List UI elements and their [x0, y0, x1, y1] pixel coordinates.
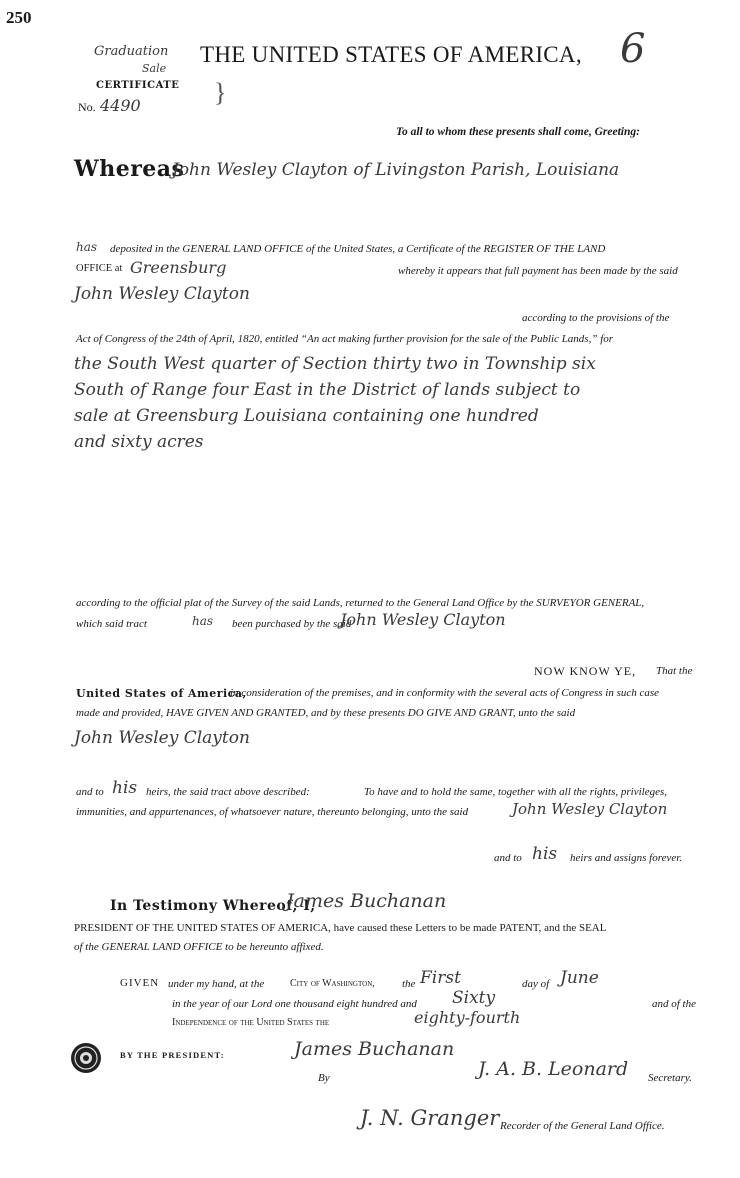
page-number: 250	[6, 8, 32, 27]
month-handwritten: June	[560, 968, 599, 988]
grantee-name-2: John Wesley Clayton	[340, 610, 506, 629]
paragraph1-line3: according to the provisions of the	[522, 312, 670, 324]
given-label: GIVEN	[120, 977, 160, 989]
independence-year-handwritten: eighty-fourth	[414, 1008, 521, 1027]
survey-line2-a: which said tract	[76, 618, 147, 630]
grantee-name-1: John Wesley Clayton	[74, 284, 250, 304]
margin-mark: 6	[620, 26, 646, 72]
grantee-name-3: John Wesley Clayton	[74, 728, 250, 748]
paragraph1-line1: deposited in the GENERAL LAND OFFICE of the United States, a Certificate of the REGISTER OF THE LAND	[110, 243, 606, 255]
heirs-text: heirs, the said tract above described:	[146, 786, 310, 798]
handwritten-sale: Sale	[142, 62, 167, 75]
year-handwritten: Sixty	[452, 988, 496, 1008]
paragraph1-line2: whereby it appears that full payment has been made by the said	[398, 265, 678, 277]
now-know-ye-line2: made and provided, HAVE GIVEN AND GRANTED, and by these presents DO GIVE AND GRANT, unto the said	[76, 707, 576, 719]
testimony-line1: PRESIDENT OF THE UNITED STATES OF AMERICA, have caused these Letters to be made PATENT, and the SEAL	[74, 922, 607, 934]
whereas-grantee: John Wesley Clayton of Livingston Parish, Louisiana	[172, 160, 620, 180]
land-description-line-2: South of Range four East in the District of lands subject to	[74, 380, 581, 400]
secretary-label: Secretary.	[648, 1072, 692, 1084]
by-the-president: BY THE PRESIDENT:	[120, 1050, 225, 1060]
survey-has-handwritten: has	[192, 614, 214, 628]
day-of-label: day of	[522, 978, 550, 990]
president-signature: James Buchanan	[294, 1038, 455, 1060]
document-title: THE UNITED STATES OF AMERICA,	[200, 42, 582, 67]
heirs-assigns: heirs and assigns forever.	[570, 852, 683, 864]
day-handwritten: First	[420, 968, 461, 988]
office-at-label: OFFICE at	[76, 263, 123, 274]
and-of-the: and of the	[652, 998, 696, 1010]
recorder-signature: J. N. Granger	[360, 1106, 500, 1130]
to-have-and-hold: To have and to hold the same, together with all the rights, privileges,	[364, 786, 667, 798]
now-know-ye: NOW KNOW YE,	[534, 664, 637, 678]
grantee-name-4: John Wesley Clayton	[512, 800, 668, 818]
certificate-label: CERTIFICATE	[96, 80, 180, 91]
his-handwritten-1: his	[112, 778, 138, 798]
given-under: under my hand, at the	[168, 978, 265, 990]
recorder-label: Recorder of the General Land Office.	[500, 1120, 665, 1132]
president-handwritten-name: James Buchanan	[286, 890, 447, 912]
given-the: the	[402, 978, 416, 990]
handwritten-graduation: Graduation	[94, 44, 169, 59]
certificate-number: 4490	[100, 96, 141, 115]
independence-line: Independence of the United States the	[172, 1017, 330, 1028]
given-city: City of Washington,	[290, 978, 375, 989]
year-line: in the year of our Lord one thousand eight hundred and	[172, 998, 417, 1010]
header-brace: }	[214, 78, 227, 107]
land-description-line-3: sale at Greensburg Louisiana containing one hundred	[74, 406, 539, 426]
survey-line2-b: been purchased by the said	[232, 618, 352, 630]
now-know-ye-line1: in consideration of the premises, and in conformity with the several acts of Congress in such case	[230, 687, 660, 699]
survey-line1: according to the official plat of the Survey of the said Lands, returned to the General Land Office by the SURVEYOR GENERAL,	[76, 597, 645, 609]
land-description-line-4: and sixty acres	[74, 432, 204, 452]
testimony-line2: of the GENERAL LAND OFFICE to be hereunto affixed.	[74, 941, 324, 953]
secretary-signature: J. A. B. Leonard	[478, 1058, 629, 1080]
now-know-ye-rest: That the	[656, 665, 693, 677]
greeting: To all to whom these presents shall come, Greeting:	[396, 126, 640, 138]
paragraph1-line4: Act of Congress of the 24th of April, 1820, entitled “An act making further provision for the sale of the Public Lands,” for	[76, 333, 614, 345]
his-handwritten-2: his	[532, 844, 558, 864]
by-label: By	[318, 1072, 330, 1084]
and-to-label: and to	[76, 786, 104, 798]
certificate-number-label: No.	[78, 100, 96, 114]
has-handwritten: has	[76, 240, 98, 254]
land-description-line-1: the South West quarter of Section thirty two in Township six	[74, 354, 596, 374]
in-testimony-whereof: In Testimony Whereof, I,	[110, 898, 316, 914]
and-to-label-2: and to	[494, 852, 522, 864]
land-office-name: Greensburg	[130, 258, 227, 277]
immunities-line: immunities, and appurtenances, of whatsoever nature, thereunto belonging, unto the said	[76, 806, 469, 818]
seal-icon	[70, 1042, 102, 1079]
united-states-gothic: United States of America,	[76, 687, 247, 700]
whereas-word: Whereas	[74, 156, 185, 182]
